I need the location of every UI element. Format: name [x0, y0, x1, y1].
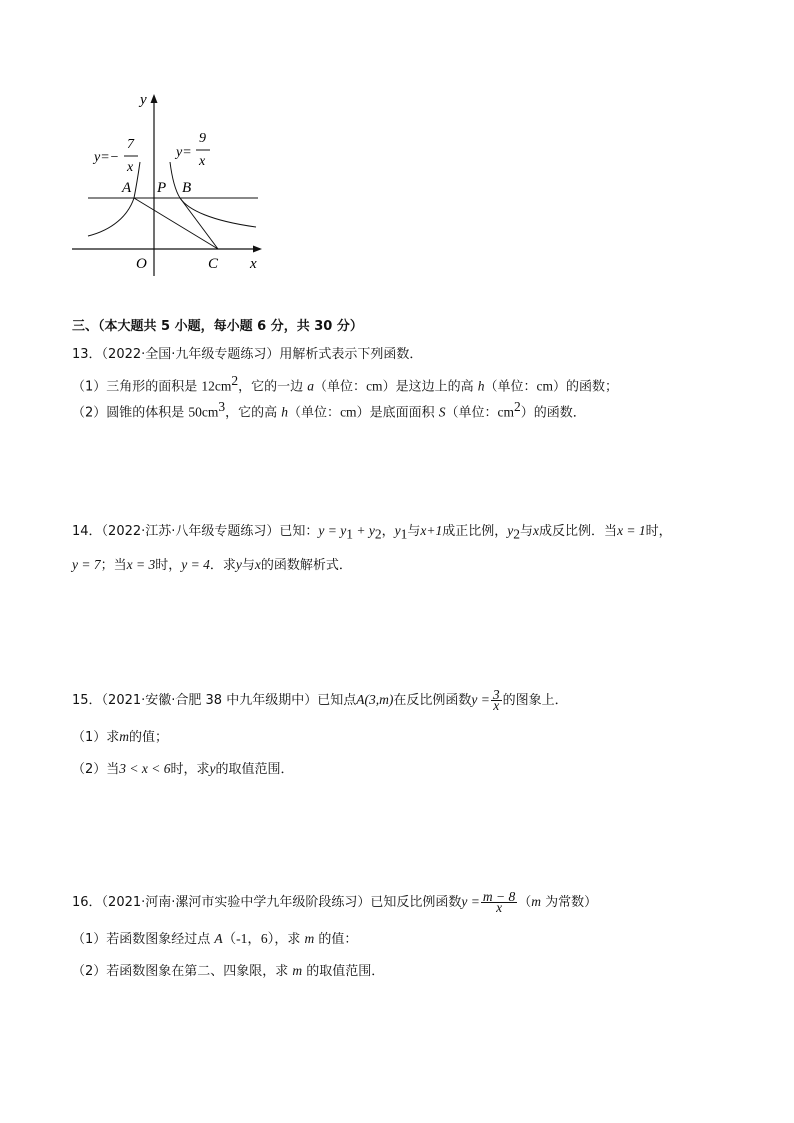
x-axis-label: x — [250, 256, 257, 272]
figure-canvas — [72, 86, 272, 276]
point-a-label: A — [122, 180, 132, 196]
svg-text:x: x — [199, 154, 206, 169]
segment-bc — [180, 198, 218, 249]
svg-text:9: 9 — [199, 131, 206, 146]
q15-fraction: $\frac{3}{x}$ — [492, 687, 500, 713]
x-axis-arrow-icon — [253, 246, 262, 253]
hyperbola-figure — [72, 86, 272, 276]
q15-stem: 15．（2021·安徽·合肥 38 中九年级期中）已知点A(3,m)在反比例函数y = $\frac{3}{x}$ 的图象上． — [72, 687, 568, 713]
q14-line2: y = 7；当x = 3时，y = 4．求y与x的函数解析式． — [72, 557, 352, 573]
q13-stem: 13．（2022·全国·九年级专题练习）用解析式表示下列函数． — [72, 347, 423, 362]
q16-part2: （2）若函数图象在第二、四象限，求 m 的取值范围． — [72, 963, 385, 979]
curve-right-label — [174, 131, 210, 169]
svg-text:y=: y= — [176, 145, 192, 160]
y-axis-label: y — [140, 92, 147, 108]
svg-text:y=−: y=− — [94, 150, 120, 165]
svg-text:x: x — [127, 160, 134, 175]
origin-label: O — [136, 256, 147, 272]
q13-part1: （1）三角形的面积是 $12cm^2$，它的一边 a（单位：cm）是这边上的高 h（单位：cm）的函数； — [72, 373, 618, 395]
q16-stem: 16．（2021·河南·漯河市实验中学九年级阶段练习）已知反比例函数y = $\frac{m - 8}{x}$ （m 为常数） — [72, 889, 598, 915]
curve-left-label — [92, 137, 138, 175]
q14-line1: 14．（2022·江苏·八年级专题练习）已知：$y = y_1 + y_2$，$y_1$与x+1成正比例，$y_2$与x成反比例．当x = 1时， — [72, 523, 672, 542]
q16-fraction: $\frac{m - 8}{x}$ — [482, 889, 516, 915]
q16-part1: （1）若函数图象经过点 A（-1，6），求 m 的值： — [72, 931, 358, 947]
q15-part1: （1）求m的值； — [72, 729, 169, 745]
point-p-label: P — [157, 180, 167, 196]
svg-text:7: 7 — [127, 137, 134, 152]
q13-part2: （2）圆锥的体积是 $50cm^3$，它的高 h（单位：cm）是底面面积 S（单位：$cm^2$）的函数． — [72, 399, 586, 421]
point-c-label: C — [208, 256, 219, 272]
q15-part2: （2）当3 < x < 6时，求y的取值范围． — [72, 761, 294, 777]
point-b-label: B — [182, 180, 192, 196]
section-heading: 三、（本大题共 5 小题，每小题 6 分，共 30 分） — [72, 319, 363, 334]
y-axis-arrow-icon — [151, 94, 158, 103]
segment-ac — [134, 198, 218, 249]
